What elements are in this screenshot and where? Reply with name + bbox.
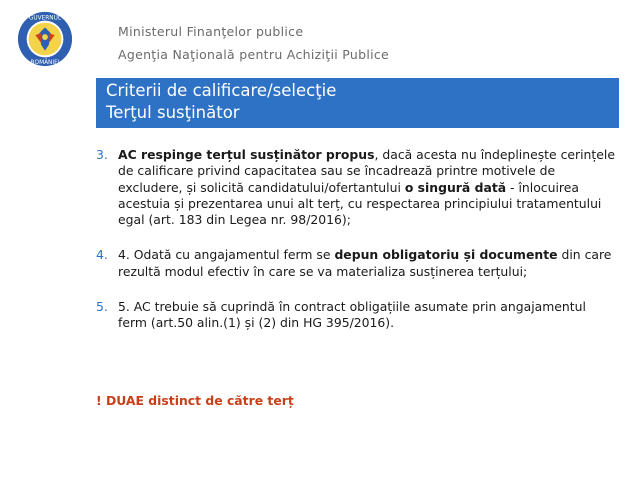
list-item [96,147,616,228]
slide-title-bar [96,78,619,128]
svg-text:ROMÂNIEI: ROMÂNIEI [30,60,60,67]
list-item-number: 4. [96,247,108,263]
emphasis-text: AC respinge terțul susținător propus [118,147,375,162]
list-item-text [118,299,616,332]
list-item [96,299,616,332]
list-item-number: 5. [96,299,108,315]
list-item-number: 3. [96,147,108,162]
agency-name: Agenţia Naţională pentru Achiziţii Publice [118,47,390,62]
text-segment: 4. Odată cu angajamentul ferm se [118,247,335,263]
emphasis-text: o singură dată [404,179,507,195]
list-item-text [118,247,616,280]
numbered-list [96,147,616,351]
text-segment: 5. AC trebuie să cuprindă în contract obligațiile asumate prin angajamentul ferm (art.50 alin.(1) și (2) din HG 395/2016). [118,299,586,331]
header [8,10,628,72]
slide-title: Criterii de calificare/selecţie [106,81,337,100]
emphasis-text: depun obligatoriu și documente [334,247,558,263]
government-seal-logo [16,10,74,68]
text-segment: - înlocuirea acestuia și prezentarea unui alt terț, cu respectarea principiului tratamentului egal (art. 183 din Legea nr. 98/2016); [118,179,602,228]
svg-text:GUVERNUL: GUVERNUL [28,15,62,22]
list-item [96,247,616,280]
slide-subtitle: Terţul susţinător [106,103,240,122]
text-segment: , dacă acesta nu îndeplinește cerințele de calificare privind capacitatea sau se încadrează printre motivele de excludere, și solicită candidatului/ofertantului [118,147,615,195]
note-text: ! DUAE distinct de către terț [96,393,294,408]
ministry-name: Ministerul Finanţelor publice [118,24,304,39]
text-segment: din care rezultă modul efectiv în care se va materializa susținerea terțului; [118,247,612,279]
list-item-text [118,147,616,228]
